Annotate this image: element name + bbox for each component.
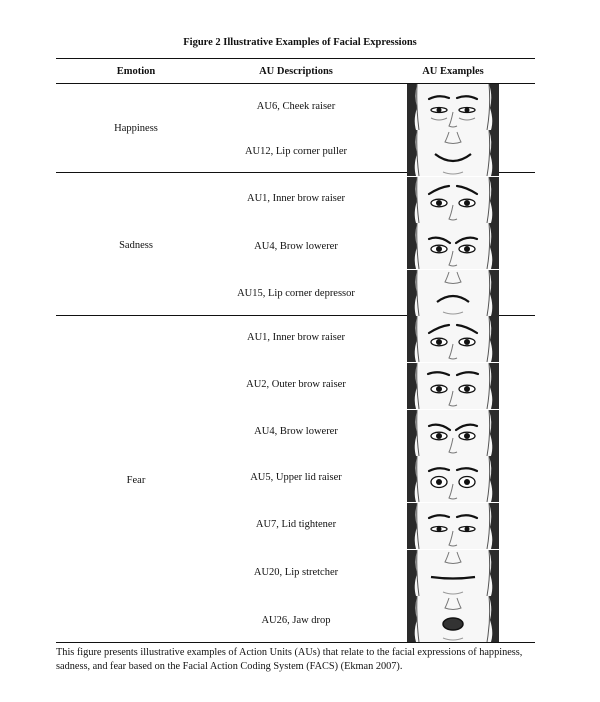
face-sketch [407,596,499,642]
brow-right [457,515,477,518]
mouth [437,296,469,302]
nose [445,598,461,610]
hair-left [407,223,417,269]
pupil [465,108,470,113]
hair-right [489,84,499,130]
chin [443,638,463,640]
emotion-sadness: Sadness [119,240,153,251]
pupil [436,433,442,439]
hair-right [489,550,499,596]
brow-left [429,468,449,471]
nose [449,531,457,546]
pupil [465,527,470,532]
brow-left [429,186,449,194]
hair-strand [417,410,419,456]
hair-right [489,410,499,456]
nose [449,438,457,453]
hair-strand [487,223,490,269]
face-sketch [407,410,499,456]
pupil [436,339,442,345]
table-bottom-rule [56,642,535,643]
face-image [407,596,499,642]
nose [445,272,461,284]
face-image [407,410,499,456]
mouth [443,618,463,630]
nose [449,344,457,359]
face-image [407,503,499,549]
brow-left [428,372,449,375]
mouth [435,154,471,161]
pupil [436,246,442,252]
face-image [407,84,499,130]
hair-right [489,177,499,223]
au-row-fear-5: AU7, Lid tightener [255,519,337,530]
cheek-line [431,118,447,120]
hair-left [407,177,417,223]
face-image [407,456,499,502]
hair-strand [487,456,490,502]
brow-right [457,372,478,375]
hair-strand [417,177,419,223]
face-image [407,316,499,362]
hair-strand [487,177,490,223]
chin [443,172,463,174]
face-image [407,130,499,176]
hair-strand [417,223,419,269]
au-row-fear-2: AU2, Outer brow raiser [246,379,346,390]
brow-left [429,96,449,99]
figure-caption: This figure presents illustrative examples of Action Units (AUs) that relate to the facial expressions of happiness, sadness, and fear based on the Facial Action Coding System (FACS) (Ekman 2007). [56,647,523,672]
face-sketch [407,84,499,130]
face-image [407,177,499,223]
cheek-line [459,118,475,120]
hair-strand [487,596,490,642]
nose [449,112,457,127]
face-sketch [407,503,499,549]
emotion-happiness: Happiness [114,123,158,134]
hair-strand [417,130,419,176]
face-sketch [407,363,499,409]
hair-right [489,456,499,502]
au-row-sadness-1: AU1, Inner brow raiser [247,193,345,204]
mouth [431,577,475,579]
pupil [464,200,470,206]
nose [449,391,457,406]
face-sketch [407,223,499,269]
hair-strand [487,363,490,409]
hair-strand [417,270,419,316]
face-sketch [407,130,499,176]
face-image [407,223,499,269]
hair-left [407,363,417,409]
figure-title: Figure 2 Illustrative Examples of Facial Expressions [183,37,417,48]
hair-strand [417,84,419,130]
hair-left [407,130,417,176]
brow-right [456,425,477,430]
brow-right [457,468,477,471]
header-au-examples: AU Examples [422,66,484,77]
pupil [464,479,470,485]
hair-left [407,410,417,456]
pupil [436,479,442,485]
au-row-sadness-3: AU15, Lip corner depressor [237,288,355,299]
au-row-sadness-2: AU4, Brow lowerer [254,241,338,252]
hair-right [489,223,499,269]
brow-right [457,96,477,99]
hair-strand [487,410,490,456]
brow-left [429,425,450,430]
hair-strand [487,550,490,596]
brow-right [457,325,477,333]
au-row-fear-3: AU4, Brow lowerer [254,426,338,437]
hair-left [407,596,417,642]
hair-right [489,363,499,409]
pupil [437,527,442,532]
header-emotion: Emotion [116,66,156,77]
brow-left [429,515,449,518]
hair-strand [417,503,419,549]
pupil [436,200,442,206]
table-top-rule [56,58,535,59]
au-row-fear-1: AU1, Inner brow raiser [247,332,345,343]
face-sketch [407,456,499,502]
hair-left [407,84,417,130]
hair-strand [417,550,419,596]
nose [449,205,457,220]
pupil [464,433,470,439]
face-sketch [407,270,499,316]
face-sketch [407,316,499,362]
brow-right [456,238,477,243]
hair-strand [487,503,490,549]
nose [445,552,461,564]
hair-right [489,270,499,316]
au-row-fear-4: AU5, Upper lid raiser [250,472,342,483]
hair-strand [487,270,490,316]
hair-strand [417,596,419,642]
chin [443,312,463,314]
nose [449,251,457,266]
hair-strand [417,363,419,409]
hair-left [407,503,417,549]
hair-left [407,316,417,362]
au-row-happiness-2: AU12, Lip corner puller [244,146,348,157]
face-image [407,550,499,596]
hair-right [489,316,499,362]
hair-left [407,550,417,596]
face-image [407,270,499,316]
hair-left [407,270,417,316]
emotion-fear: Fear [126,475,146,486]
hair-strand [487,130,490,176]
hair-right [489,130,499,176]
au-row-fear-6: AU20, Lip stretcher [253,567,339,578]
pupil [464,339,470,345]
nose [449,484,457,499]
pupil [464,386,470,392]
face-image [407,363,499,409]
hair-right [489,596,499,642]
hair-strand [487,316,490,362]
pupil [436,386,442,392]
brow-left [429,325,449,333]
hair-strand [487,84,490,130]
au-row-fear-7: AU26, Jaw drop [261,615,331,626]
hair-strand [417,456,419,502]
hair-strand [417,316,419,362]
face-sketch [407,550,499,596]
brow-right [457,186,477,194]
hair-right [489,503,499,549]
pupil [437,108,442,113]
hair-left [407,456,417,502]
pupil [464,246,470,252]
face-sketch [407,177,499,223]
brow-left [429,238,450,243]
nose [445,132,461,144]
header-au-descriptions: AU Descriptions [259,66,333,77]
chin [443,592,463,594]
au-row-happiness-1: AU6, Cheek raiser [256,101,336,112]
